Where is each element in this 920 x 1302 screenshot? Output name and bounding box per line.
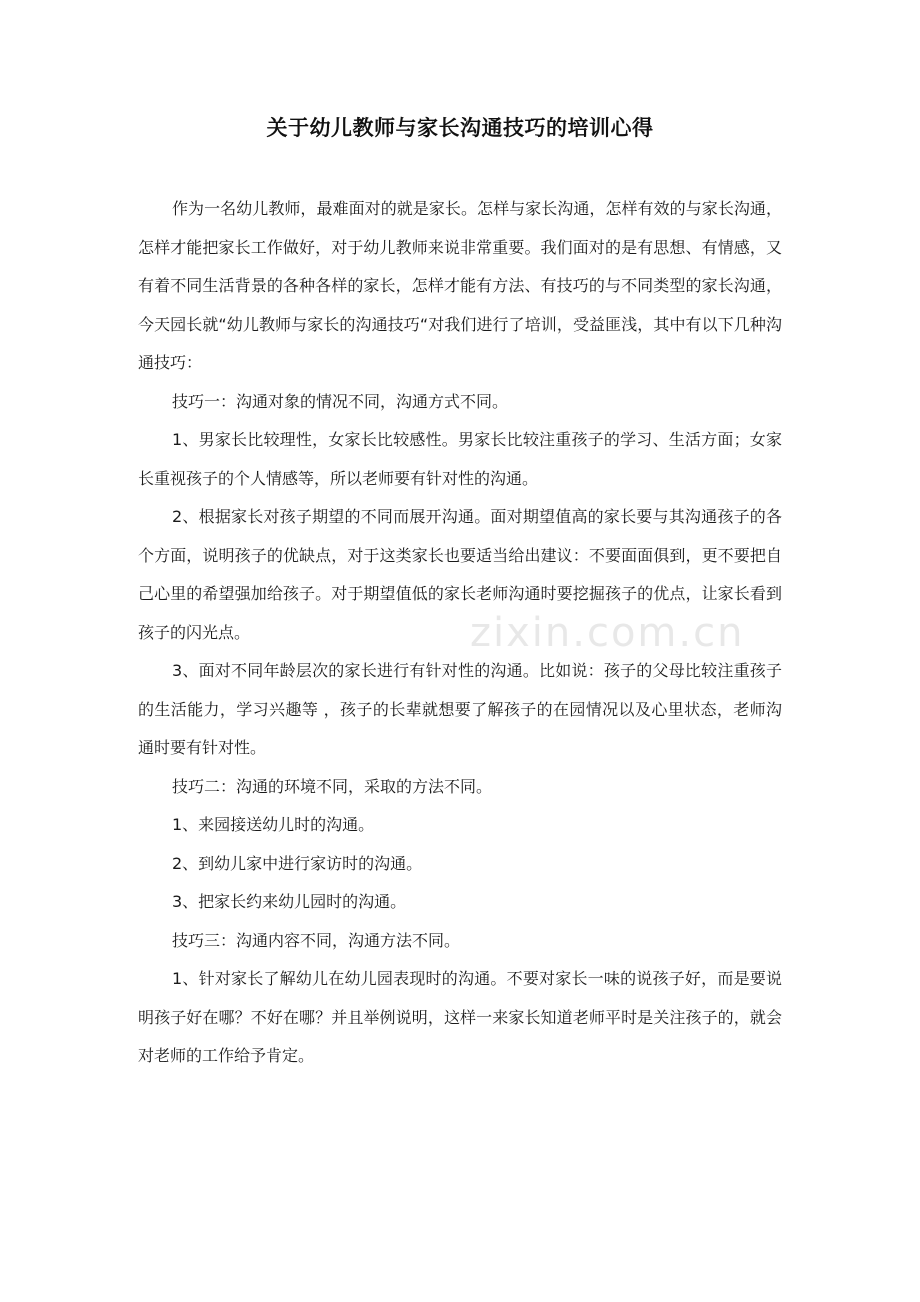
paragraph-tip-one-heading: 技巧一：沟通对象的情况不同，沟通方式不同。 [172, 391, 509, 411]
document-body [138, 190, 782, 1076]
paragraph-tip-two-item-1: 1、来园接送幼儿时的沟通。 [172, 815, 375, 834]
paragraph-tip-one-item-2: 2、根据家长对孩子期望的不同而展开沟通。面对期望值高的家长要与其沟通孩子的各个方面，说明孩子的优缺点，对于这类家长也要适当给出建议：不要面面俱到，更不要把自己心里的希望强加给孩子。对于期望值低的家长老师沟通时要挖掘孩子的优点，让家长看到孩子的闪光点。 [138, 507, 782, 642]
document-title: 关于幼儿教师与家长沟通技巧的培训心得 [266, 116, 654, 140]
watermark-text: zixin.com.cn [470, 610, 745, 656]
paragraph-tip-three-item-1: 1、针对家长了解幼儿在幼儿园表现时的沟通。不要对家长一味的说孩子好，而是要说明孩子好在哪？不好在哪？并且举例说明，这样一来家长知道老师平时是关注孩子的，就会对老师的工作给予肯定。 [138, 969, 782, 1065]
paragraph-tip-two-item-3: 3、把家长约来幼儿园时的沟通。 [172, 892, 407, 911]
paragraph-tip-one-item-1: 1、男家长比较理性，女家长比较感性。男家长比较注重孩子的学习、生活方面；女家长重视孩子的个人情感等，所以老师要有针对性的沟通。 [138, 430, 782, 488]
paragraph-intro: 作为一名幼儿教师，最难面对的就是家长。怎样与家长沟通，怎样有效的与家长沟通，怎样才能把家长工作做好，对于幼儿教师来说非常重要。我们面对的是有思想、有情感，又有着不同生活背景的各种各样的家长，怎样才能有方法、有技巧的与不同类型的家长沟通，今天园长就“幼儿教师与家长的沟通技巧“对我们进行了培训，受益匪浅，其中有以下几种沟通技巧： [138, 199, 782, 372]
paragraph-tip-two-heading: 技巧二：沟通的环境不同，采取的方法不同。 [172, 776, 493, 796]
paragraph-tip-three-heading: 技巧三：沟通内容不同，沟通方法不同。 [172, 930, 461, 950]
paragraph-tip-one-item-3: 3、面对不同年龄层次的家长进行有针对性的沟通。比如说：孩子的父母比较注重孩子的生活能力，学习兴趣等 ，孩子的长辈就想要了解孩子的在园情况以及心里状态，老师沟通时要有针对性。 [138, 661, 782, 757]
paragraph-tip-two-item-2: 2、到幼儿家中进行家访时的沟通。 [172, 853, 423, 873]
